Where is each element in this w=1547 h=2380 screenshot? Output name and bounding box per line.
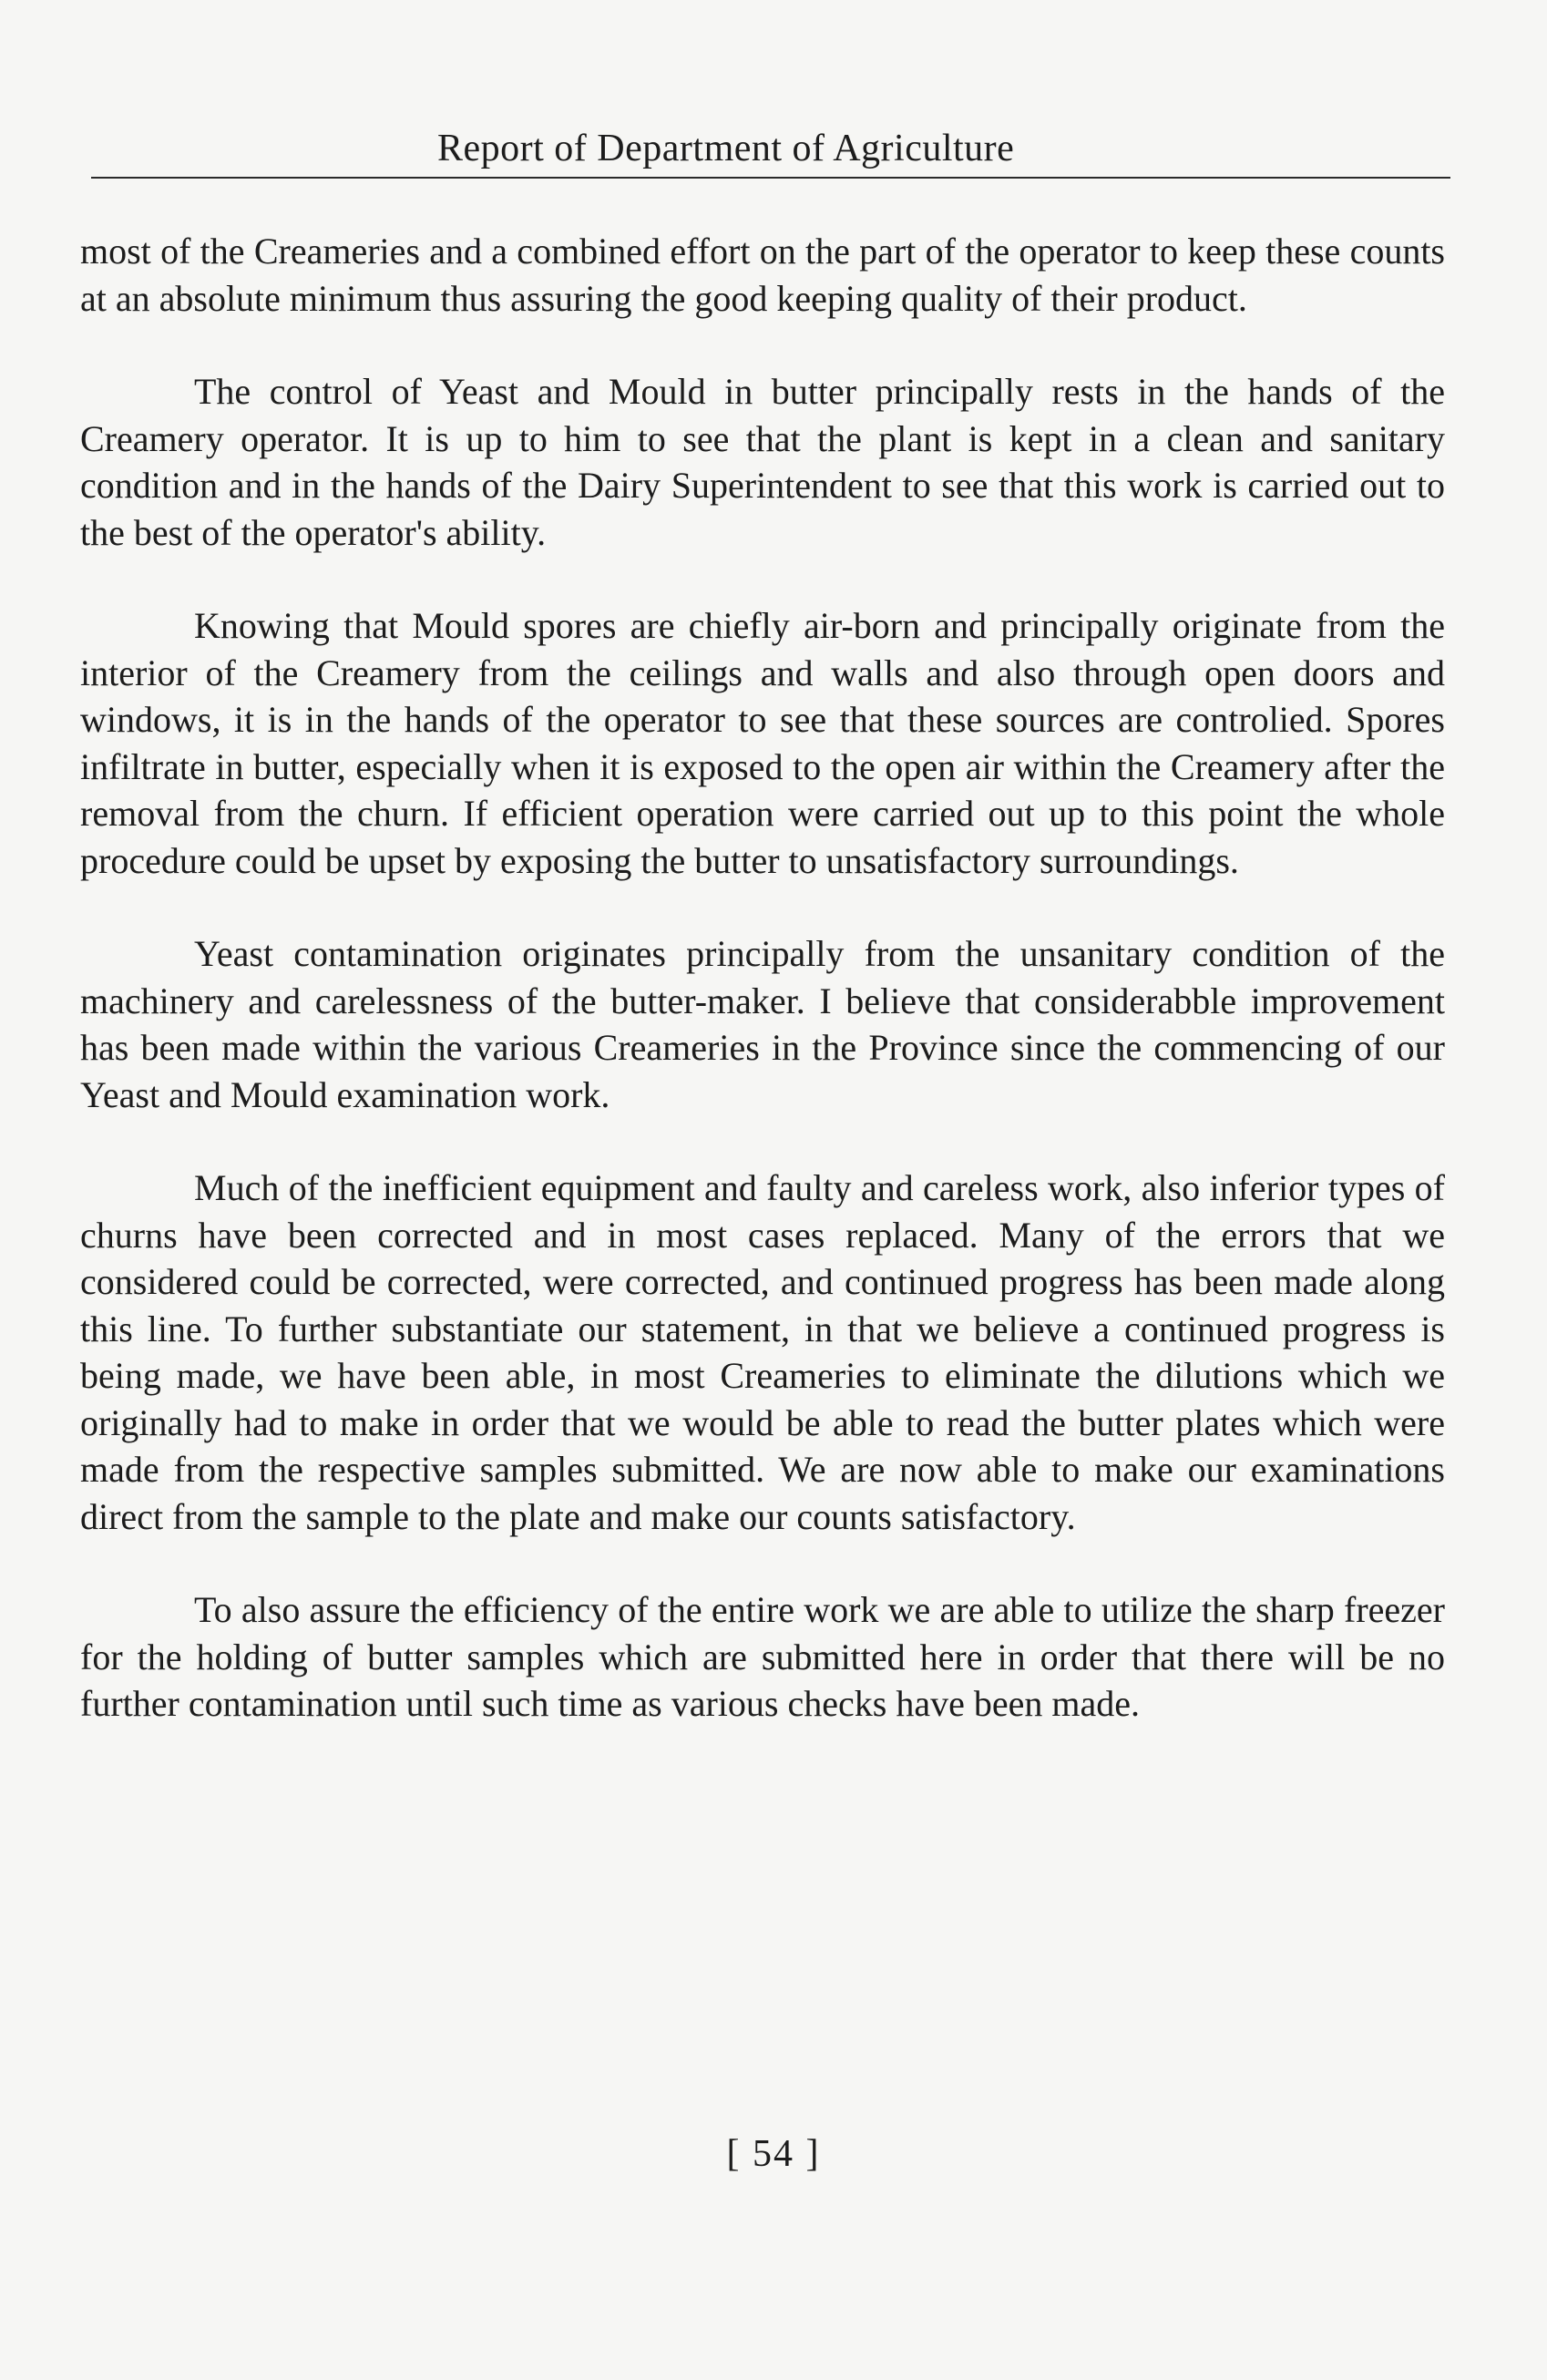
page-number: [ 54 ] — [726, 2133, 821, 2175]
running-header — [91, 120, 1450, 179]
paragraph-sharp-freezer: To also assure the efficiency of the entire work we are able to utilize the sharp freezer for the holding of butter samples which are submitted here in order that there will be no further contamination until such time as various checks have been made. — [80, 1589, 1445, 1724]
paragraph-mould-spores: Knowing that Mould spores are chiefly air-born and principally originate from the interior of the Creamery from the ceilings and walls and also through open doors and windows, it is in the hands of the operator to see that these sources are controlied. Spores infiltrate in butter, especially when it is exposed to the open air within the Creamery after the removal from the churn. If efficient operation were carried out up to this point the whole procedure could be upset by exposing the butter to unsatisfactory surroundings. — [80, 605, 1445, 881]
header-rule — [91, 177, 1450, 179]
paragraph-yeast-mould-control: The control of Yeast and Mould in butter principally rests in the hands of the Creamery operator. It is up to him to see that the plant is kept in a clean and sanitary condition and in the hands of the Dairy Superintendent to see that this work is carried out to the best of the operator's ability. — [80, 371, 1445, 553]
paragraph-continuation: most of the Creameries and a combined effort on the part of the operator to keep these counts at an absolute minimum thus assuring the good keeping quality of their product. — [80, 231, 1445, 319]
body-text — [80, 228, 1445, 1774]
paragraph-yeast-contamination: Yeast contamination originates principally from the unsanitary condition of the machinery and carelessness of the butter-maker. I believe that considerabble improvement has been made within the various Creameries in the Province since the commencing of our Yeast and Mould examination work. — [80, 933, 1445, 1115]
paragraph-equipment-improvements: Much of the inefficient equipment and faulty and careless work, also inferior types of churns have been corrected and in most cases replaced. Many of the errors that we considered could be corrected, were corrected, and continued progress has been made along this line. To further substantiate our statement, in that we believe a continued progress is being made, we have been able, in most Creameries to eliminate the dilutions which we originally had to make in order that we would be able to read the butter plates which were made from the respective samples submitted. We are now able to make our examinations direct from the sample to the plate and make our counts satisfactory. — [80, 1167, 1445, 1537]
running-title: Report of Department of Agriculture — [428, 126, 1023, 171]
